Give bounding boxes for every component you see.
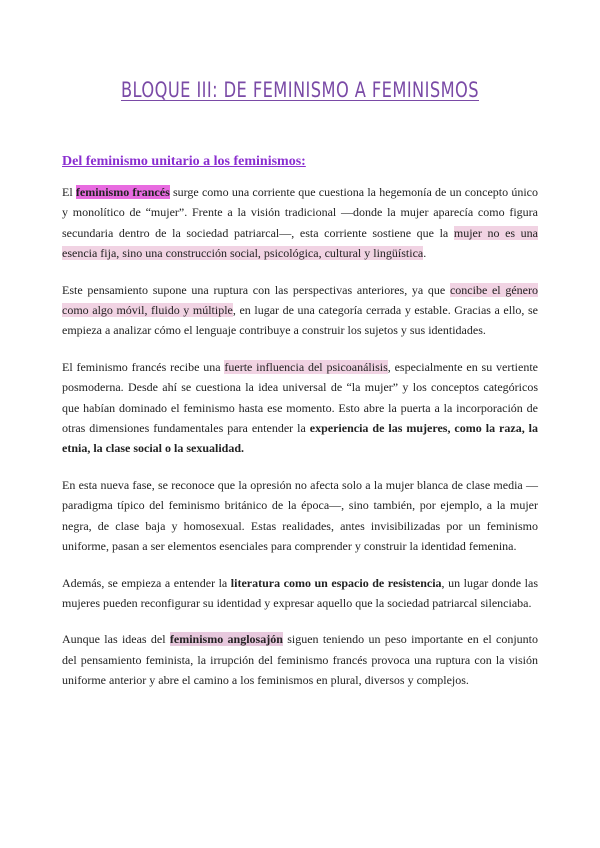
paragraph-5	[62, 573, 538, 614]
paragraph-1	[62, 182, 538, 264]
highlight-feminismo-frances: feminismo francés	[75, 185, 170, 199]
text-run: , especialmente en su vertiente posmoderna. Desde ahí se cuestiona la idea universal de “la mujer” y los conceptos categóricos que habían dominado el feminismo hasta ese momento. Esto abre la puerta a la incorporación de otras dimensiones fundamentales para entender la	[62, 359, 538, 436]
text-run: En esta nueva fase, se reconoce que la opresión no afecta solo a la mujer blanca de clase media —paradigma típico del feminismo británico de la época—, sino también, por ejemplo, a la mujer negra, de clase baja y homosexual. Estas realidades, antes invisibilizadas por un feminismo uniforme, pasan a ser elementos esenciales para comprender y construir la identidad femenina.	[62, 477, 538, 554]
document-title: BLOQUE III: DE FEMINISMO A FEMINISMOS	[120, 78, 480, 102]
bold-literatura: literatura como un espacio de resistencia	[230, 575, 442, 590]
text-run: Aunque las ideas del	[62, 632, 170, 647]
document-body	[62, 182, 538, 707]
paragraph-2	[62, 280, 538, 341]
paragraph-6	[62, 629, 538, 690]
bold-experiencia: experiencia de las mujeres, como la raza, la etnia, la clase social o la sexualidad.	[62, 421, 539, 456]
paragraph-4	[62, 475, 538, 557]
highlight-mujer-no-esencia: mujer no es una esencia fija, sino una construcción social, psicológica, cultural y lingüística	[62, 225, 539, 261]
highlight-feminismo-anglosajon: feminismo anglosajón	[169, 632, 283, 647]
text-run: , un lugar donde las mujeres pueden reconfigurar su identidad y expresar aquello que la sociedad patriarcal silenciaba.	[62, 575, 538, 610]
section-subtitle: Del feminismo unitario a los feminismos:	[62, 154, 306, 169]
text-run: El	[62, 185, 76, 199]
text-run: .	[423, 246, 427, 261]
text-run: Además, se empieza a entender la	[62, 575, 231, 590]
highlight-psicoanalisis: fuerte influencia del psicoanálisis	[224, 359, 388, 374]
highlight-genero-movil: concibe el género como algo móvil, fluido y múltiple	[62, 282, 538, 318]
text-run: Este pensamiento supone una ruptura con las perspectivas anteriores, ya que	[62, 282, 450, 297]
paragraph-3	[62, 357, 538, 459]
text-run: El feminismo francés recibe una	[62, 359, 225, 374]
text-run: surge como una corriente que cuestiona la hegemonía de un concepto único y monolítico de “mujer”. Frente a la visión tradicional —donde la mujer aparecía como figura secundaria dentro de la sociedad patriarcal—, esta corriente sostiene que la	[62, 185, 538, 240]
text-run: , en lugar de una categoría cerrada y estable. Gracias a ello, se empieza a analizar cómo el lenguaje contribuye a construir los sujetos y sus identidades.	[62, 303, 538, 338]
text-run: siguen teniendo un peso importante en el conjunto del pensamiento feminista, la irrupción del feminismo francés provoca una ruptura con la visión uniforme anterior y abre el camino a los feminismos en plural, diversos y complejos.	[62, 632, 538, 688]
